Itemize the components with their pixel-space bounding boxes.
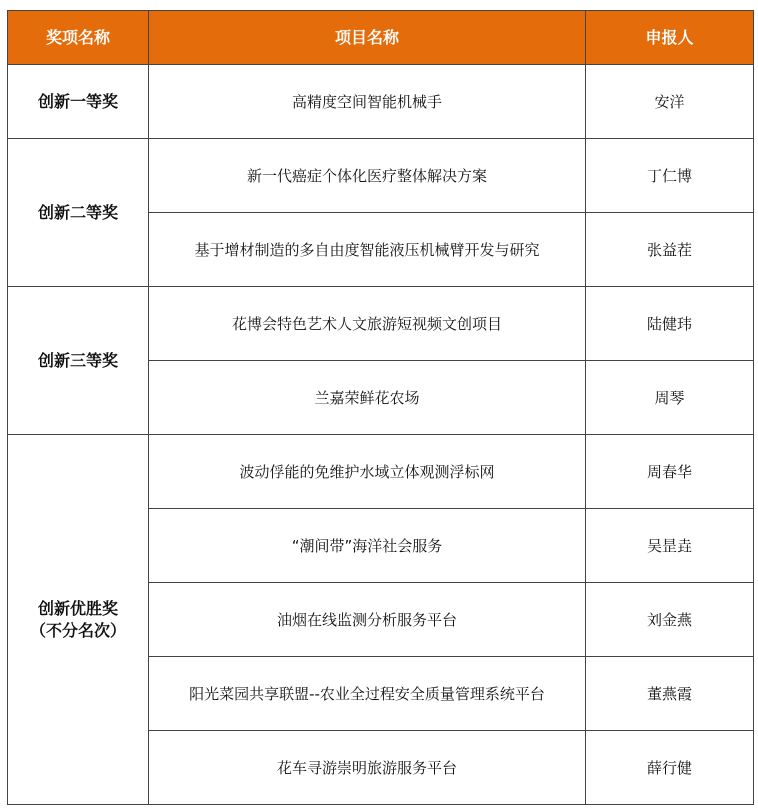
applicant-cell: 刘金燕 — [586, 583, 754, 657]
project-cell: 油烟在线监测分析服务平台 — [149, 583, 586, 657]
applicant-cell: 周琴 — [586, 361, 754, 435]
project-cell: 新一代癌症个体化医疗整体解决方案 — [149, 139, 586, 213]
header-applicant: 申报人 — [586, 11, 754, 65]
header-award-name: 奖项名称 — [8, 11, 149, 65]
award-label: 创新一等奖 — [37, 91, 118, 111]
award-cell-third-prize — [8, 287, 149, 435]
header-row — [8, 11, 754, 65]
award-cell-excellence-prize — [8, 435, 149, 805]
table-row — [8, 287, 754, 361]
awards-table — [7, 10, 754, 805]
applicant-cell: 丁仁博 — [586, 139, 754, 213]
applicant-cell: 张益茬 — [586, 213, 754, 287]
project-cell: 花车寻游崇明旅游服务平台 — [149, 731, 586, 805]
award-note: （不分名次） — [29, 620, 126, 640]
project-cell: 花博会特色艺术人文旅游短视频文创项目 — [149, 287, 586, 361]
project-cell: 波动俘能的免维护水域立体观测浮标网 — [149, 435, 586, 509]
project-cell: 兰嘉荣鲜花农场 — [149, 361, 586, 435]
award-label: 创新优胜奖 — [37, 598, 118, 618]
project-cell: 阳光菜园共享联盟--农业全过程安全质量管理系统平台 — [149, 657, 586, 731]
applicant-cell: 董燕霞 — [586, 657, 754, 731]
award-label: 创新三等奖 — [37, 350, 118, 370]
award-cell-first-prize — [8, 65, 149, 139]
project-cell: 基于增材制造的多自由度智能液压机械臂开发与研究 — [149, 213, 586, 287]
applicant-cell: 吴昰垚 — [586, 509, 754, 583]
project-cell: 高精度空间智能机械手 — [149, 65, 586, 139]
applicant-cell: 安洋 — [586, 65, 754, 139]
table-row — [8, 139, 754, 213]
applicant-cell: 薛行健 — [586, 731, 754, 805]
table-header — [8, 11, 754, 65]
award-cell-second-prize — [8, 139, 149, 287]
table-row — [8, 435, 754, 509]
award-label: 创新二等奖 — [37, 202, 118, 222]
applicant-cell: 周春华 — [586, 435, 754, 509]
header-project-name: 项目名称 — [149, 11, 586, 65]
table-body — [8, 65, 754, 805]
table-row — [8, 65, 754, 139]
applicant-cell: 陆健玮 — [586, 287, 754, 361]
project-cell: “潮间带”海洋社会服务 — [149, 509, 586, 583]
